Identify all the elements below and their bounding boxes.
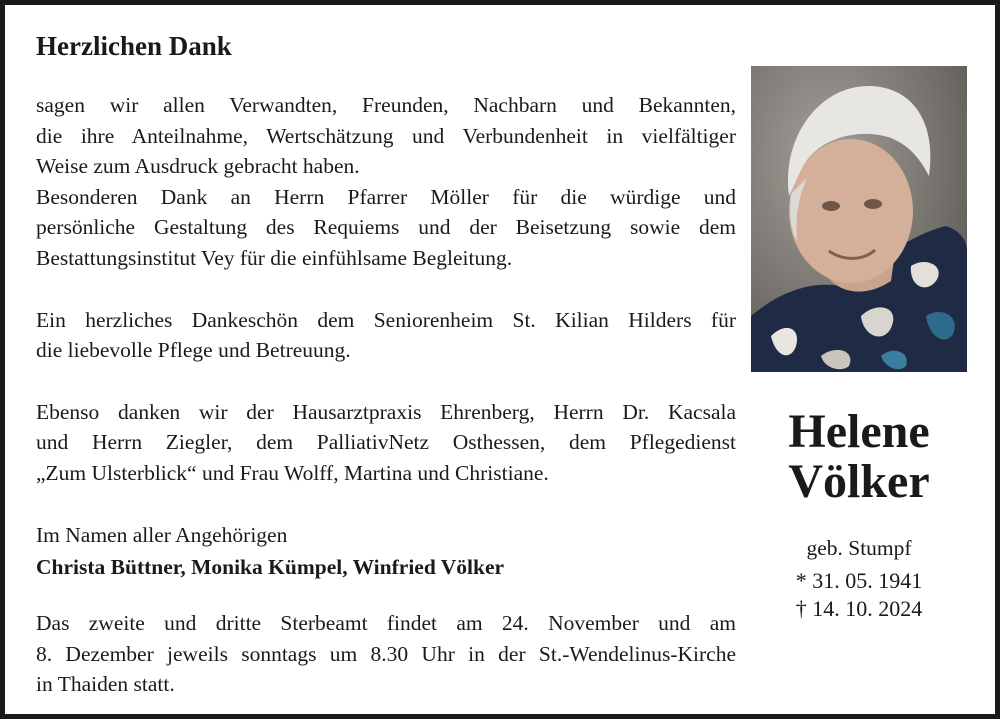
paragraph-thanks xyxy=(36,90,736,274)
text-line: und Herrn Ziegler, dem PalliativNetz Osthessen, dem Pflegedienst xyxy=(36,430,736,455)
text-line: Ebenso danken wir der Hausarztpraxis Ehrenberg, Herrn Dr. Kacsala xyxy=(36,399,736,424)
text-line: in Thaiden statt. xyxy=(36,672,175,697)
text-line: 8. Dezember jeweils sonntags um 8.30 Uhr in der St.-Wendelinus-Kirche xyxy=(36,641,736,666)
text-line: die ihre Anteilnahme, Wertschätzung und Verbundenheit in vielfältiger xyxy=(36,123,736,148)
birth-name: geb. Stumpf xyxy=(806,536,912,560)
deceased-first-name: Helene xyxy=(788,405,930,458)
heading: Herzlichen Dank xyxy=(36,31,232,61)
text-line: Im Namen aller Angehörigen xyxy=(36,522,288,547)
portrait-photo xyxy=(751,66,967,372)
on-behalf-line xyxy=(36,520,736,551)
text-line: die liebevolle Pflege und Betreuung. xyxy=(36,338,351,363)
text-line: Weise zum Ausdruck gebracht haben. xyxy=(36,154,360,179)
deceased-last-name: Völker xyxy=(788,455,930,508)
text-line: Das zweite und dritte Sterbeamt findet am 24. November und am xyxy=(36,611,736,636)
paragraph-requiem xyxy=(36,608,736,700)
portrait-illustration xyxy=(751,66,967,372)
death-date: † 14. 10. 2024 xyxy=(795,596,923,621)
deceased-info xyxy=(751,400,967,623)
text-line: Ein herzliches Dankeschön dem Seniorenheim St. Kilian Hilders für xyxy=(36,307,736,332)
signatories: Christa Büttner, Monika Kümpel, Winfried Völker xyxy=(36,555,505,580)
text-line: „Zum Ulsterblick“ und Frau Wolff, Martina und Christiane. xyxy=(36,460,549,485)
paragraph-care-home xyxy=(36,305,736,366)
text-line: Bestattungsinstitut Vey für die einfühlsame Begleitung. xyxy=(36,245,513,270)
text-line: sagen wir allen Verwandten, Freunden, Nachbarn und Bekannten, xyxy=(36,93,736,117)
text-line: Besonderen Dank an Herrn Pfarrer Möller für die würdige und xyxy=(36,184,736,209)
birth-date: * 31. 05. 1941 xyxy=(795,568,923,593)
text-line: persönliche Gestaltung des Requiems und der Beisetzung sowie dem xyxy=(36,215,736,240)
paragraph-doctors xyxy=(36,397,736,489)
thank-you-text xyxy=(36,28,736,700)
